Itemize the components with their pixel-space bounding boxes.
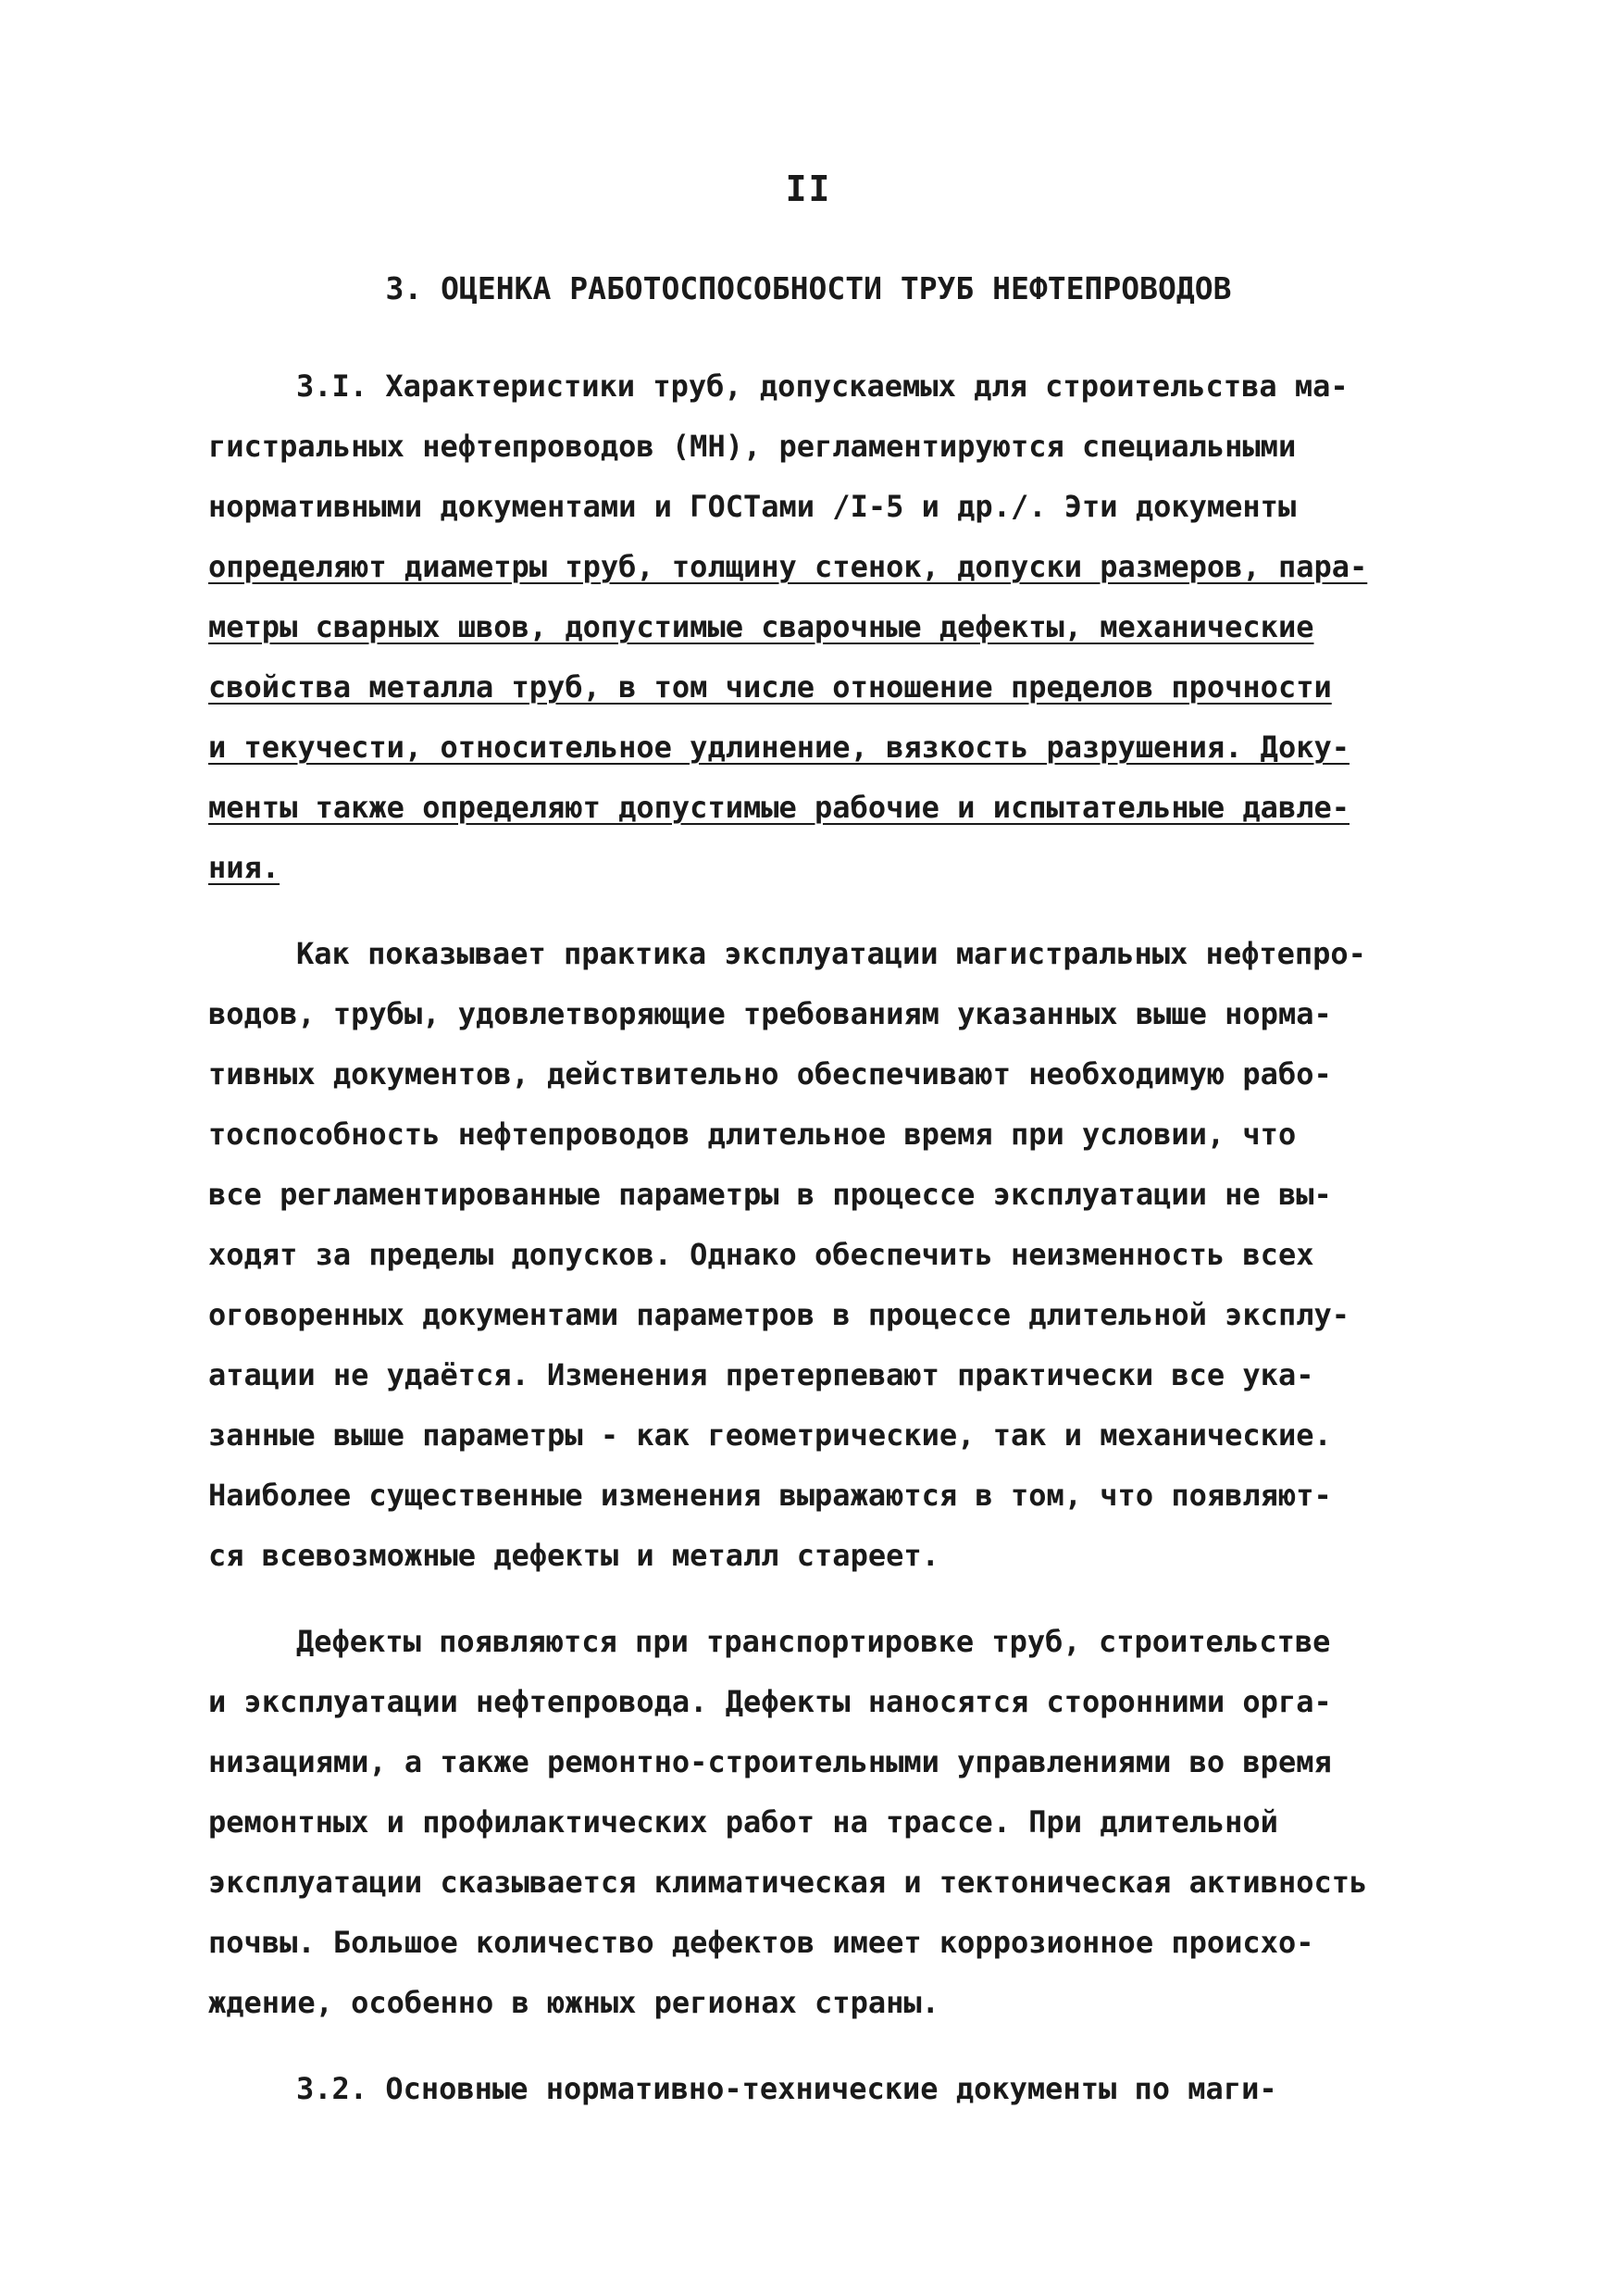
text-line: тоспособность нефтепроводов длительное время при условии, что — [208, 1117, 1297, 1152]
text-line: нормативными документами и ГОСТами /I-5 и др./. Эти документы — [208, 489, 1297, 524]
text-line: Дефекты появляются при транспортировке труб, строительстве — [296, 1624, 1331, 1659]
text-line: 3.2. Основные нормативно-технические документы по маги- — [296, 2071, 1277, 2106]
text-line-underlined: определяют диаметры труб, толщину стенок, допуски размеров, пара- — [208, 549, 1368, 584]
text-line: Наиболее существенные изменения выражаются в том, что появляют- — [208, 1478, 1332, 1513]
text-line: гистральных нефтепроводов (МН), регламентируются специальными — [208, 429, 1297, 464]
text-line: Как показывает практика эксплуатации магистральных нефтепро- — [296, 936, 1366, 971]
text-line-underlined: и текучести, относительное удлинение, вязкость разрушения. Доку- — [208, 730, 1350, 765]
text-line: ждение, особенно в южных регионах страны. — [208, 1985, 939, 2020]
text-line-underlined: ния. — [208, 850, 280, 885]
text-line-underlined: менты также определяют допустимые рабочие и испытательные давле- — [208, 790, 1350, 825]
section-title: 3. ОЦЕНКА РАБОТОСПОСОБНОСТИ ТРУБ НЕФТЕПРОВОДОВ — [385, 270, 1232, 306]
paragraph-gap — [208, 2033, 1421, 2059]
text-line: оговоренных документами параметров в процессе длительной эксплу- — [208, 1297, 1350, 1332]
text-line: и эксплуатации нефтепровода. Дефекты наносятся сторонними орга- — [208, 1684, 1332, 1719]
text-line: атации не удаётся. Изменения претерпевают практически все ука- — [208, 1357, 1314, 1392]
text-line: низациями, а также ремонтно-строительными управлениями во время — [208, 1744, 1332, 1779]
body-text — [208, 356, 1421, 2119]
paragraph-gap — [208, 898, 1421, 924]
text-line: водов, трубы, удовлетворяющие требованиям указанных выше норма- — [208, 996, 1332, 1031]
text-line: 3.I. Характеристики труб, допускаемых для строительства ма- — [296, 368, 1349, 404]
paragraph-3-1 — [208, 356, 1421, 898]
paragraph-gap — [208, 1586, 1421, 1612]
text-line: ся всевозможные дефекты и металл стареет. — [208, 1538, 939, 1573]
text-line: тивных документов, действительно обеспечивают необходимую рабо- — [208, 1056, 1332, 1092]
paragraph-defects — [208, 1612, 1421, 2033]
text-line: все регламентированные параметры в процессе эксплуатации не вы- — [208, 1177, 1332, 1212]
page-number: II — [785, 168, 832, 209]
text-line: почвы. Большое количество дефектов имеет коррозионное происхо- — [208, 1925, 1314, 1960]
text-line-underlined: метры сварных швов, допустимые сварочные дефекты, механические — [208, 609, 1314, 644]
text-line: эксплуатации сказывается климатическая и тектоническая активность — [208, 1865, 1368, 1900]
text-line: ходят за пределы допусков. Однако обеспечить неизменность всех — [208, 1237, 1314, 1272]
text-line: ремонтных и профилактических работ на трассе. При длительной — [208, 1804, 1278, 1840]
text-line-underlined: свойства металла труб, в том числе отношение пределов прочности — [208, 669, 1332, 705]
paragraph-practice — [208, 924, 1421, 1586]
text-line: занные выше параметры - как геометрические, так и механические. — [208, 1417, 1332, 1453]
paragraph-3-2 — [208, 2059, 1421, 2119]
